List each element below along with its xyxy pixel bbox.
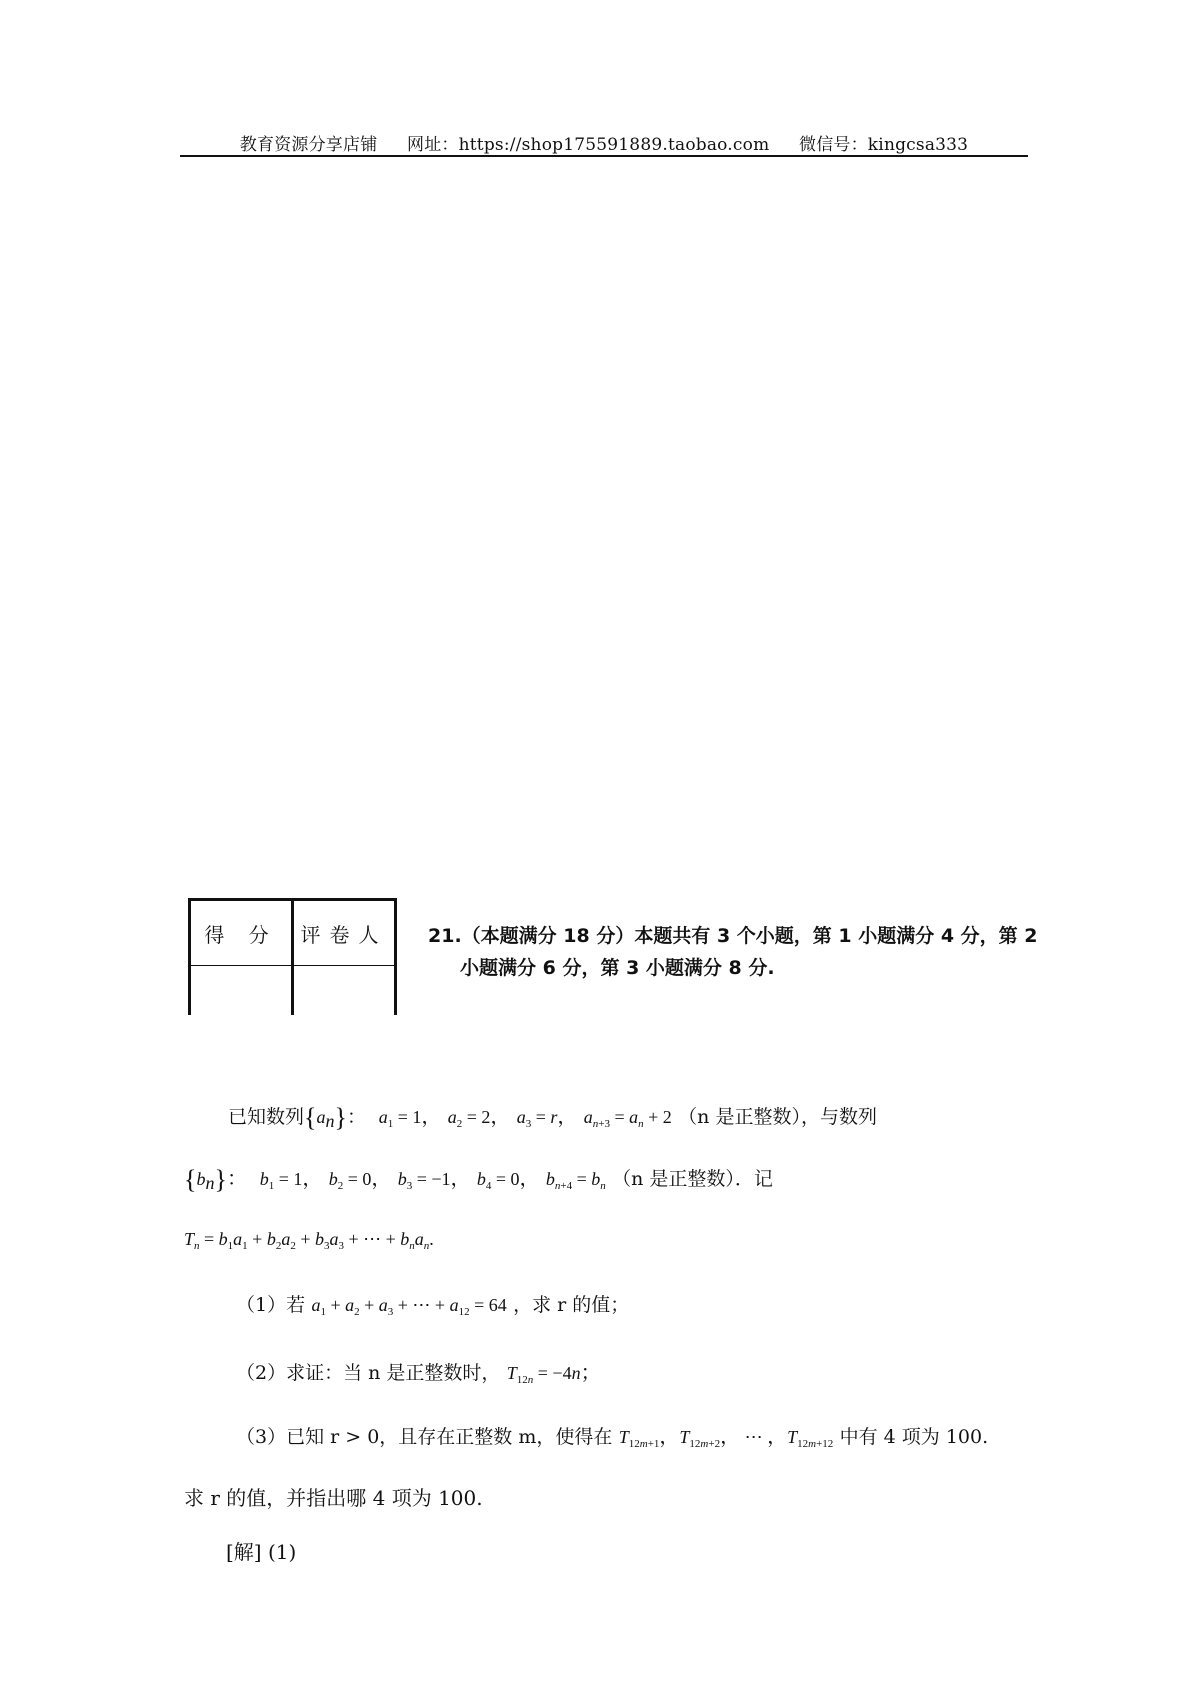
page-header xyxy=(180,130,1028,155)
header-shop: 教育资源分享店铺 xyxy=(239,135,378,155)
given-sequence-a: 已知数列$\{a_n\}$： $a_1 = 1$， $a_2 = 2$， $a_3 = r$， $a_{n+3} = a_n + 2$ （n 是正整数），与数列 xyxy=(228,1103,877,1132)
score-blank-cell xyxy=(190,966,293,1016)
score-table xyxy=(188,898,397,1015)
grader-header-cell: 评卷人 xyxy=(293,900,396,966)
definition-tn: $T_n = b_1a_1 + b_2a_2 + b_3a_3$ + ⋯ + $b_na_n$. xyxy=(184,1229,434,1252)
given-sequence-b: $\{b_n\}$： $b_1 = 1$， $b_2 = 0$， $b_3 = -1$， $b_4 = 0$， $b_{n+4} = b_n$ （n 是正整数）．记 xyxy=(184,1165,773,1194)
part-1: （1）若 $a_1 + a_2 + a_3$ + ⋯ + $a_{12} = 64$ ，求 r 的值； xyxy=(236,1294,630,1318)
grader-blank-cell xyxy=(293,966,396,1016)
part-2: （2）求证：当 n 是正整数时， $T_{12n} = -4n$； xyxy=(236,1360,601,1386)
solution-label: [解] (1) xyxy=(226,1540,297,1564)
part-3-line2: 求 r 的值，并指出哪 4 项为 100. xyxy=(184,1486,483,1510)
part-3: （3）已知 r > 0，且存在正整数 m，使得在 $T_{12m+1}$，$T_{12m+2}$， ⋯ ，$T_{12m+12}$ 中有 4 项为 100. xyxy=(236,1424,989,1450)
header-url: 网址：https://shop175591889.taobao.com xyxy=(407,135,770,155)
question-intro-line2: 小题满分 6 分，第 3 小题满分 8 分. xyxy=(460,957,775,979)
header-wechat: 微信号：kingcsa333 xyxy=(799,135,969,155)
header-divider xyxy=(180,155,1028,157)
question-intro-line1: 21.（本题满分 18 分）本题共有 3 个小题，第 1 小题满分 4 分，第 2 xyxy=(428,925,1038,947)
question-intro xyxy=(428,920,1038,984)
score-header-cell: 得 分 xyxy=(190,900,293,966)
